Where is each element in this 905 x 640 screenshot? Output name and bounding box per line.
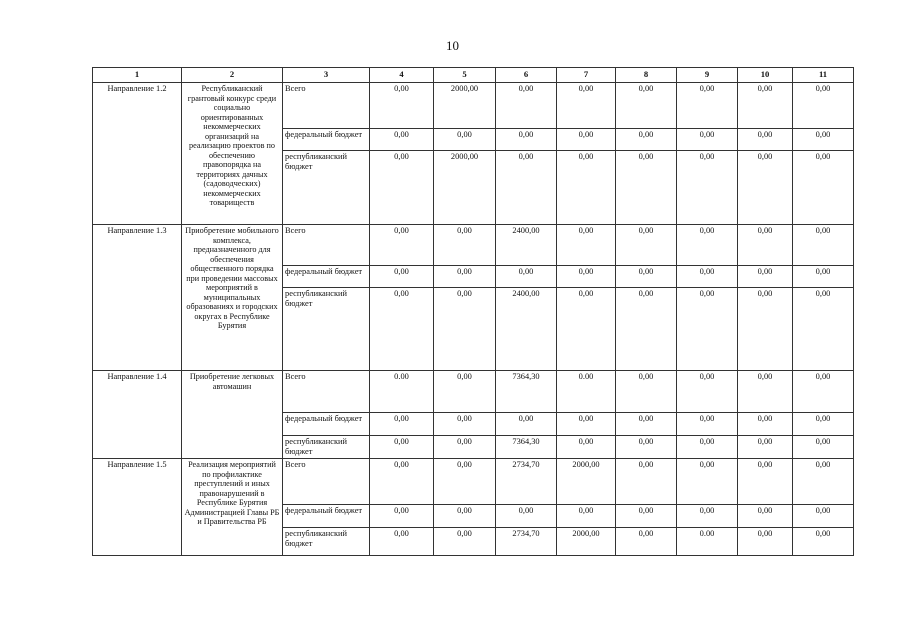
amount-cell: 0,00 [738,151,793,225]
direction-cell: Направление 1.5 [93,459,182,556]
amount-cell: 0,00 [738,459,793,505]
funding-source-cell: республиканский бюджет [283,528,370,556]
amount-cell: 0,00 [677,266,738,288]
amount-cell: 0,00 [616,129,677,151]
column-header: 3 [283,68,370,83]
amount-cell: 0,00 [496,151,557,225]
amount-cell: 0,00 [434,288,496,371]
amount-cell: 0,00 [370,436,434,459]
amount-cell: 0,00 [738,266,793,288]
amount-cell: 0,00 [677,413,738,436]
direction-cell: Направление 1.2 [93,83,182,225]
amount-cell: 0,00 [370,413,434,436]
column-header: 10 [738,68,793,83]
amount-cell: 0,00 [496,505,557,528]
amount-cell: 2734,70 [496,528,557,556]
amount-cell: 0,00 [677,151,738,225]
amount-cell: 0,00 [738,225,793,266]
amount-cell: 0,00 [677,288,738,371]
amount-cell: 0,00 [793,83,854,129]
funding-source-cell: Всего [283,225,370,266]
amount-cell: 0,00 [370,225,434,266]
amount-cell: 2000,00 [434,151,496,225]
column-header: 5 [434,68,496,83]
amount-cell: 0,00 [496,83,557,129]
amount-cell: 0,00 [738,436,793,459]
amount-cell: 0,00 [793,459,854,505]
amount-cell: 0,00 [793,505,854,528]
funding-source-cell: федеральный бюджет [283,129,370,151]
amount-cell: 0.00 [557,371,616,413]
direction-cell: Направление 1.4 [93,371,182,459]
amount-cell: 0,00 [557,129,616,151]
amount-cell: 0,00 [616,83,677,129]
table-row [93,83,854,129]
amount-cell: 0,00 [616,436,677,459]
amount-cell: 0,00 [738,413,793,436]
amount-cell: 2000,00 [434,83,496,129]
amount-cell: 0,00 [793,225,854,266]
amount-cell: 0,00 [434,129,496,151]
amount-cell: 0,00 [557,151,616,225]
funding-source-cell: Всего [283,459,370,505]
amount-cell: 0,00 [434,505,496,528]
amount-cell: 0,00 [677,459,738,505]
amount-cell: 0,00 [434,266,496,288]
amount-cell: 0,00 [616,288,677,371]
amount-cell: 0,00 [370,505,434,528]
funding-source-cell: республиканский бюджет [283,151,370,225]
column-header: 11 [793,68,854,83]
amount-cell: 0,00 [557,288,616,371]
amount-cell: 0,00 [677,436,738,459]
amount-cell: 0,00 [370,83,434,129]
amount-cell: 0,00 [738,83,793,129]
amount-cell: 0,00 [616,371,677,413]
page-number: 10 [446,38,459,53]
amount-cell: 0,00 [434,413,496,436]
amount-cell: 0,00 [616,413,677,436]
amount-cell: 0,00 [434,225,496,266]
amount-cell: 2734,70 [496,459,557,505]
amount-cell: 0,00 [793,413,854,436]
amount-cell: 0,00 [616,459,677,505]
funding-source-cell: Всего [283,83,370,129]
amount-cell: 0,00 [434,528,496,556]
table-row [93,459,854,505]
amount-cell: 0,00 [434,436,496,459]
header-row [93,68,854,83]
column-header: 1 [93,68,182,83]
column-header: 4 [370,68,434,83]
amount-cell: 0,00 [738,288,793,371]
amount-cell: 0,00 [496,413,557,436]
amount-cell: 0,00 [677,505,738,528]
amount-cell: 0,00 [370,288,434,371]
amount-cell: 0,00 [496,129,557,151]
funding-source-cell: Всего [283,371,370,413]
funding-source-cell: республиканский бюджет [283,436,370,459]
amount-cell: 0,00 [793,129,854,151]
amount-cell: 0,00 [616,528,677,556]
amount-cell: 0,00 [370,459,434,505]
table-row [93,225,854,266]
amount-cell: 0,00 [616,225,677,266]
table-row [93,371,854,413]
measure-name-cell: Приобретение легковых автомашин [182,371,283,459]
amount-cell: 0,00 [738,129,793,151]
amount-cell: 0,00 [496,266,557,288]
amount-cell: 0,00 [793,151,854,225]
amount-cell: 0,00 [434,459,496,505]
amount-cell: 0,00 [557,505,616,528]
amount-cell: 0,00 [616,505,677,528]
amount-cell: 0,00 [557,225,616,266]
amount-cell: 0,00 [370,129,434,151]
amount-cell: 0.00 [677,528,738,556]
amount-cell: 0,00 [738,371,793,413]
amount-cell: 0,00 [738,528,793,556]
amount-cell: 0,00 [793,288,854,371]
amount-cell: 0,00 [616,151,677,225]
amount-cell: 0,00 [677,83,738,129]
amount-cell: 7364,30 [496,436,557,459]
column-header: 7 [557,68,616,83]
measure-name-cell: Реализация мероприятий по профилактике преступлений и иных правонарушений в Республике Бурятия Администрацией Главы РБ и Правительства РБ [182,459,283,556]
direction-cell: Направление 1.3 [93,225,182,371]
column-header: 8 [616,68,677,83]
amount-cell: 0,00 [793,266,854,288]
amount-cell: 0,00 [370,528,434,556]
amount-cell: 0,00 [677,225,738,266]
column-header: 2 [182,68,283,83]
amount-cell: 0,00 [793,436,854,459]
measure-name-cell: Республиканский грантовый конкурс среди социально ориентированных некоммерческих организаций на реализацию проектов по обеспечению правопорядка на территориях дачных (садоводческих) некоммерческих товариществ [182,83,283,225]
measure-name-cell: Приобретение мобильного комплекса, предназначенного для обеспечения общественного порядка при проведении массовых мероприятий в муниципальных образованиях и городских округах в Республике Бурятия [182,225,283,371]
amount-cell: 0,00 [616,266,677,288]
amount-cell: 2400,00 [496,225,557,266]
amount-cell: 0,00 [370,151,434,225]
funding-source-cell: федеральный бюджет [283,505,370,528]
amount-cell: 0,00 [434,371,496,413]
amount-cell: 2000,00 [557,528,616,556]
amount-cell: 0.00 [370,371,434,413]
amount-cell: 2400,00 [496,288,557,371]
column-header: 6 [496,68,557,83]
funding-source-cell: федеральный бюджет [283,413,370,436]
amount-cell: 0,00 [677,371,738,413]
funding-source-cell: республиканский бюджет [283,288,370,371]
budget-table [92,67,854,556]
amount-cell: 0,00 [793,528,854,556]
amount-cell: 7364,30 [496,371,557,413]
funding-source-cell: федеральный бюджет [283,266,370,288]
column-header: 9 [677,68,738,83]
amount-cell: 0,00 [557,266,616,288]
amount-cell: 0,00 [370,266,434,288]
amount-cell: 0,00 [557,83,616,129]
amount-cell: 0,00 [738,505,793,528]
amount-cell: 0,00 [793,371,854,413]
amount-cell: 0,00 [677,129,738,151]
amount-cell: 0,00 [557,413,616,436]
amount-cell: 2000,00 [557,459,616,505]
amount-cell: 0,00 [557,436,616,459]
